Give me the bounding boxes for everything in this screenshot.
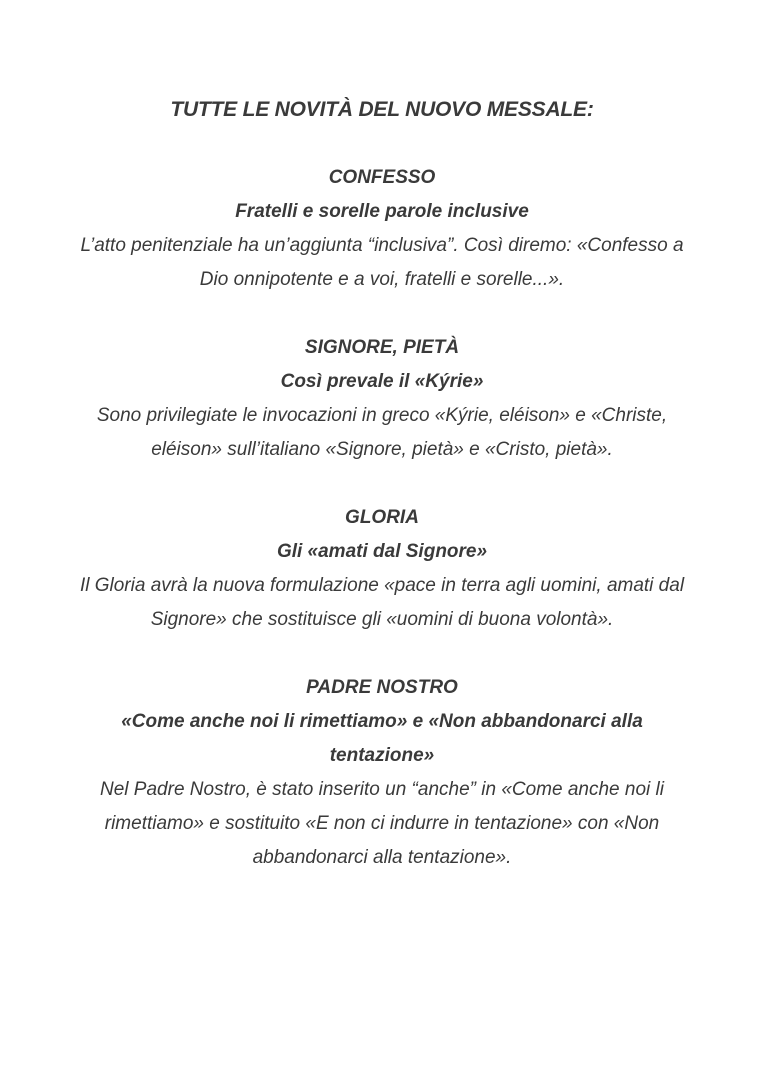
section-confesso <box>0 161 764 297</box>
section-body: Il Gloria avrà la nuova formulazione «pace in terra agli uomini, amati dal Signore» che sostituisce gli «uomini di buona volontà». <box>79 575 685 630</box>
section-body: L’atto penitenziale ha un’aggiunta “inclusiva”. Così diremo: «Confesso a Dio onnipotente e a voi, fratelli e sorelle...». <box>80 235 684 290</box>
section-heading: SIGNORE, PIETÀ <box>304 337 460 358</box>
section-heading: GLORIA <box>345 507 419 528</box>
section-padre-nostro <box>0 671 764 875</box>
section-subtitle: Gli «amati dal Signore» <box>276 541 488 562</box>
section-subtitle: Così prevale il «Kýrie» <box>280 371 484 392</box>
section-subtitle: «Come anche noi li rimettiamo» e «Non abbandonarci alla tentazione» <box>121 711 643 766</box>
section-signore-pieta <box>0 331 764 467</box>
section-body: Sono privilegiate le invocazioni in greco «Kýrie, eléison» e «Christe, eléison» sull’italiano «Signore, pietà» e «Cristo, pietà». <box>96 405 668 460</box>
section-subtitle: Fratelli e sorelle parole inclusive <box>235 201 529 222</box>
document-title: TUTTE LE NOVITÀ DEL NUOVO MESSALE: <box>170 98 594 121</box>
section-gloria <box>0 501 764 637</box>
section-heading: PADRE NOSTRO <box>306 677 458 698</box>
section-heading: CONFESSO <box>328 167 436 188</box>
section-body: Nel Padre Nostro, è stato inserito un “anche” in «Come anche noi li rimettiamo» e sostituito «E non ci indurre in tentazione» con «Non abbandonarci alla tentazione». <box>100 779 664 868</box>
